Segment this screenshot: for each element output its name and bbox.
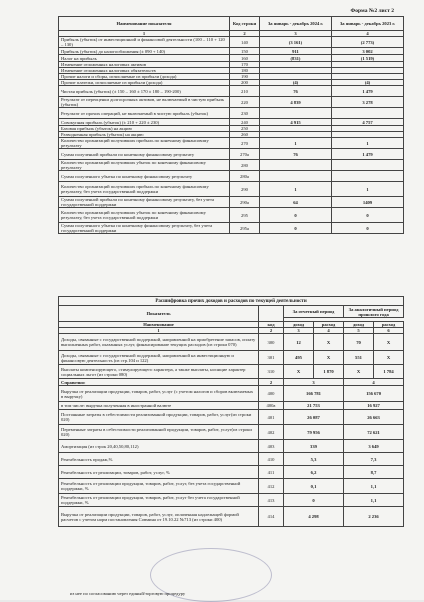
current-value: 0,1	[284, 479, 344, 494]
row-name: Амортизация (из строк 20,40,50,80,112)	[59, 440, 259, 453]
section-title: Расшифровка прочих доходов и расходов по текущей деятельности	[59, 297, 404, 306]
table-row	[59, 223, 404, 234]
value-2024: (3 161)	[260, 37, 332, 48]
current-expense: X	[314, 351, 344, 365]
row-code: 230	[230, 108, 260, 119]
value-2023: 0	[332, 223, 404, 234]
footer-note: из нее по согласованию через единый/торговую процедуру	[70, 591, 186, 596]
table-row	[59, 149, 404, 160]
row-code: 170	[230, 62, 260, 68]
previous-value: 7,3	[344, 453, 404, 466]
col-number: 1	[59, 31, 230, 37]
row-name: Рентабельность продаж,%	[59, 453, 259, 466]
row-code: 210	[230, 86, 260, 97]
row-name: Прочие платежи, исчисляемые из прибыли (дохода)	[59, 80, 230, 86]
value-2024: 64	[260, 197, 332, 208]
value-2024: 0	[260, 223, 332, 234]
row-name: Постоянные затраты в себестоимости реализованной продукции, товаров, работ, услуг(из строки 020)	[59, 410, 259, 425]
previous-value: 16 927	[344, 402, 404, 410]
previous-expense: X	[374, 334, 404, 351]
row-name: Рентабельность от реализации продукции, товаров, работ, услуг без учета государственной поддержки, %	[59, 494, 259, 507]
table-row	[59, 197, 404, 208]
current-income: 12	[284, 334, 314, 351]
value-2023	[332, 171, 404, 182]
row-code: 412	[259, 479, 284, 494]
row-code: 295а	[230, 223, 260, 234]
previous-value: 8,7	[344, 466, 404, 479]
table-row	[59, 138, 404, 149]
col-number: 3	[284, 328, 314, 334]
row-code: 200	[230, 80, 260, 86]
value-2023: 1409	[332, 197, 404, 208]
row-code: 280	[230, 160, 260, 171]
reference-row	[59, 479, 404, 494]
table-row	[59, 86, 404, 97]
row-name: Количество организаций получивших убыток по конечному финансовому результату, без учета государственной поддержки	[59, 208, 230, 223]
previous-value: 72 621	[344, 425, 404, 440]
current-expense: X	[314, 334, 344, 351]
row-name: Изменение отложенных налоговых активов	[59, 62, 230, 68]
value-2024	[260, 108, 332, 119]
table-row	[59, 182, 404, 197]
value-2023	[332, 160, 404, 171]
value-2024: (831)	[260, 55, 332, 62]
row-code: 250	[230, 126, 260, 132]
row-code: 140	[230, 37, 260, 48]
col-number: 4	[332, 31, 404, 37]
row-code: 402	[259, 425, 284, 440]
current-value: 26 087	[284, 410, 344, 425]
row-code: 310	[259, 365, 284, 379]
row-code: 240	[230, 119, 260, 126]
value-2023: 1 479	[332, 86, 404, 97]
reference-row	[59, 466, 404, 479]
col-header-expense: расход	[374, 322, 404, 328]
current-value: 5,3	[284, 453, 344, 466]
reference-row	[59, 453, 404, 466]
row-code: 290	[230, 182, 260, 197]
col-number: 2	[230, 31, 260, 37]
value-2024	[260, 171, 332, 182]
row-code: 301	[259, 351, 284, 365]
previous-expense: X	[374, 351, 404, 365]
current-income: 495	[284, 351, 314, 365]
table-header	[59, 306, 404, 318]
row-code: 150	[230, 48, 260, 55]
row-name: Количество организаций получивших прибыль по конечному финансовому результату	[59, 138, 230, 149]
value-2023: 1 479	[332, 149, 404, 160]
current-value: 339	[284, 440, 344, 453]
table-header	[59, 17, 404, 31]
value-2023: (2 773)	[332, 37, 404, 48]
row-code: 403	[259, 440, 284, 453]
col-header-2024: За январь - декабрь 2024 г.	[260, 17, 332, 31]
value-2023: (1 519)	[332, 55, 404, 62]
row-name: Сумма полученной прибыли по конечному финансовому результату	[59, 149, 230, 160]
reference-row	[59, 402, 404, 410]
value-2024: 1	[260, 182, 332, 197]
previous-value: 3 649	[344, 440, 404, 453]
col-header-label: Наименование	[59, 322, 259, 328]
col-header-income: доход	[284, 322, 314, 328]
previous-income: 551	[344, 351, 374, 365]
value-2024: 4 915	[260, 119, 332, 126]
previous-value: 1,1	[344, 479, 404, 494]
previous-expense: 1 784	[374, 365, 404, 379]
value-2023	[332, 108, 404, 119]
current-value: 4 298	[284, 507, 344, 527]
row-name: Сумма полученной прибыли по конечному финансовому результату, без учета государственной поддержки	[59, 197, 230, 208]
value-2023: 3 002	[332, 48, 404, 55]
table-row	[59, 351, 404, 365]
col-header-previous: За аналогичный период прошлого года	[344, 306, 404, 318]
row-name: Прочие налоги и сборы, исчисляемые из прибыли (дохода)	[59, 74, 230, 80]
row-name: Выручка от реализации продукции, товаров, работ, услуг (с учетом налогов и сборов включаемых в выручку)	[59, 386, 259, 402]
row-code: 411	[259, 466, 284, 479]
empty-cell	[259, 306, 284, 322]
row-name: Совокупная прибыль (убыток) (± 210 + 220 ± 230)	[59, 119, 230, 126]
row-name: Количество организаций получивших убыток по конечному финансовому результату	[59, 160, 230, 171]
col-number: 4	[314, 328, 344, 334]
table-row	[59, 48, 404, 55]
col-header-expense: расход	[314, 322, 344, 328]
table-row	[59, 334, 404, 351]
row-name: Выручка от реализации продукции, товаров, работ, услуг, оплаченная надлежащей формой расчетов с учетом норм постановления Совмина от 19.10.22 №713 (из строки 400)	[59, 507, 259, 527]
current-value: 0	[284, 494, 344, 507]
row-code: 160	[230, 55, 260, 62]
row-code: 414	[259, 507, 284, 527]
row-code: 295	[230, 208, 260, 223]
row-code: 280а	[230, 171, 260, 182]
previous-value: 1,1	[344, 494, 404, 507]
table-row	[59, 160, 404, 171]
row-name: Прибыль (убыток) до налогообложения (± 090 + 140)	[59, 48, 230, 55]
current-income: X	[284, 365, 314, 379]
reference-header-row	[59, 379, 404, 386]
row-code: 270а	[230, 149, 260, 160]
table-row	[59, 119, 404, 126]
row-name: Рентабельность от реализации продукции, товаров, работ, услуг, без учета государственной поддержки, %	[59, 479, 259, 494]
row-name: Разводненная прибыль (убыток) на акцию	[59, 132, 230, 138]
col-number: 4	[344, 379, 404, 386]
table-row	[59, 108, 404, 119]
table-row	[59, 55, 404, 62]
row-code: 190	[230, 74, 260, 80]
other-income-table	[58, 296, 404, 527]
row-name: Чистая прибыль (убыток) (± 150 – 160 ± 170 ± 180 – 190-200)	[59, 86, 230, 97]
value-2024: 0	[260, 208, 332, 223]
value-2023: 1	[332, 182, 404, 197]
value-2023: 0	[332, 208, 404, 223]
row-name: Количество организаций получивших прибыль по конечному финансовому результату, без учета государственной поддержки	[59, 182, 230, 197]
current-value: 21 753	[284, 402, 344, 410]
reference-title: Справочно:	[59, 379, 259, 386]
row-name: Прибыль (убыток) от инвестиционной и финансовой деятельности (100 – 110 + 120 – 130)	[59, 37, 230, 48]
col-number: 6	[374, 328, 404, 334]
income-statement-table	[58, 16, 404, 234]
col-number: 3	[284, 379, 344, 386]
col-number: 2	[259, 328, 284, 334]
value-2024: 911	[260, 48, 332, 55]
reference-row	[59, 507, 404, 527]
reference-row	[59, 425, 404, 440]
value-2023: 3 278	[332, 97, 404, 108]
value-2023: 4 757	[332, 119, 404, 126]
previous-value: 2 236	[344, 507, 404, 527]
row-name: Изменение отложенных налоговых обязательств	[59, 68, 230, 74]
row-code: 413	[259, 494, 284, 507]
row-code: 260	[230, 132, 260, 138]
form-label: Форма №2 лист 2	[350, 8, 394, 14]
col-header-income: доход	[344, 322, 374, 328]
current-value: 6,2	[284, 466, 344, 479]
row-name: Налог на прибыль	[59, 55, 230, 62]
col-number: 5	[344, 328, 374, 334]
row-name: Сумма полученного убытка по конечному финансовому результату, без учета государственной поддержки	[59, 223, 230, 234]
col-header-current: За отчетный период	[284, 306, 344, 318]
row-name: Базовая прибыль (убыток) на акцию	[59, 126, 230, 132]
previous-income: X	[344, 365, 374, 379]
row-name: Доходы, связанные с государственной поддержкой, направленной на приобретение запасов, оплату выполненных работ, оказанных услуг, финансирование текущих расходов (из строки 070)	[59, 334, 259, 351]
table-row	[59, 97, 404, 108]
table-row	[59, 37, 404, 48]
row-name: Выплаты компенсирующего, стимулирующего характера, а также выплаты, носящие характер социальных льгот (из строки 080)	[59, 365, 259, 379]
row-name: Результат от прочих операций, не включаемый в чистую прибыль (убыток)	[59, 108, 230, 119]
previous-value: 156 670	[344, 386, 404, 402]
table-row	[59, 171, 404, 182]
col-number: 3	[260, 31, 332, 37]
col-number: 2	[259, 379, 284, 386]
reference-row	[59, 494, 404, 507]
current-value: 166 781	[284, 386, 344, 402]
col-header-code: Код строки	[230, 17, 260, 31]
previous-value: 26 663	[344, 410, 404, 425]
value-2023: (4)	[332, 80, 404, 86]
row-name: Сумма полученного убытка по конечному финансовому результату	[59, 171, 230, 182]
col-header-name: Наименование показателя	[59, 17, 230, 31]
value-2024: 4 839	[260, 97, 332, 108]
current-expense: 1 870	[314, 365, 344, 379]
row-code: 290а	[230, 197, 260, 208]
row-code: 180	[230, 68, 260, 74]
row-name: в том числе: выручка полученная в иностранной валюте	[59, 402, 259, 410]
previous-income: 70	[344, 334, 374, 351]
value-2024: (4)	[260, 80, 332, 86]
row-code: 300	[259, 334, 284, 351]
value-2024: 76	[260, 149, 332, 160]
row-code: 401	[259, 410, 284, 425]
col-header-code: код	[259, 322, 284, 328]
col-header-2023: За январь - декабрь 2023 г.	[332, 17, 404, 31]
value-2024: 76	[260, 86, 332, 97]
row-code: 410	[259, 453, 284, 466]
table-row	[59, 208, 404, 223]
row-code: 400	[259, 386, 284, 402]
row-name: Результат от переоценки долгосрочных активов, не включаемый в чистую прибыль (убыток)	[59, 97, 230, 108]
value-2023: 1	[332, 138, 404, 149]
reference-row	[59, 440, 404, 453]
reference-row	[59, 410, 404, 425]
section-title-row	[59, 297, 404, 306]
row-name: Переменные затраты в себестоимости реализованной продукции, товаров, работ, услуг(из строки 020)	[59, 425, 259, 440]
row-code: 220	[230, 97, 260, 108]
col-number: 1	[59, 328, 259, 334]
row-name: Рентабельность от реализации, товаров, работ, услуг, %	[59, 466, 259, 479]
reference-row	[59, 386, 404, 402]
table-row	[59, 365, 404, 379]
col-header-indicator: Показатель	[59, 306, 259, 322]
value-2024: 1	[260, 138, 332, 149]
value-2024	[260, 160, 332, 171]
row-code: 400а	[259, 402, 284, 410]
row-name: Доходы, связанные с государственной поддержкой, направленной на инвестиционную и финансовую деятельность (из стр.104 и 122)	[59, 351, 259, 365]
row-code: 270	[230, 138, 260, 149]
current-value: 79 956	[284, 425, 344, 440]
